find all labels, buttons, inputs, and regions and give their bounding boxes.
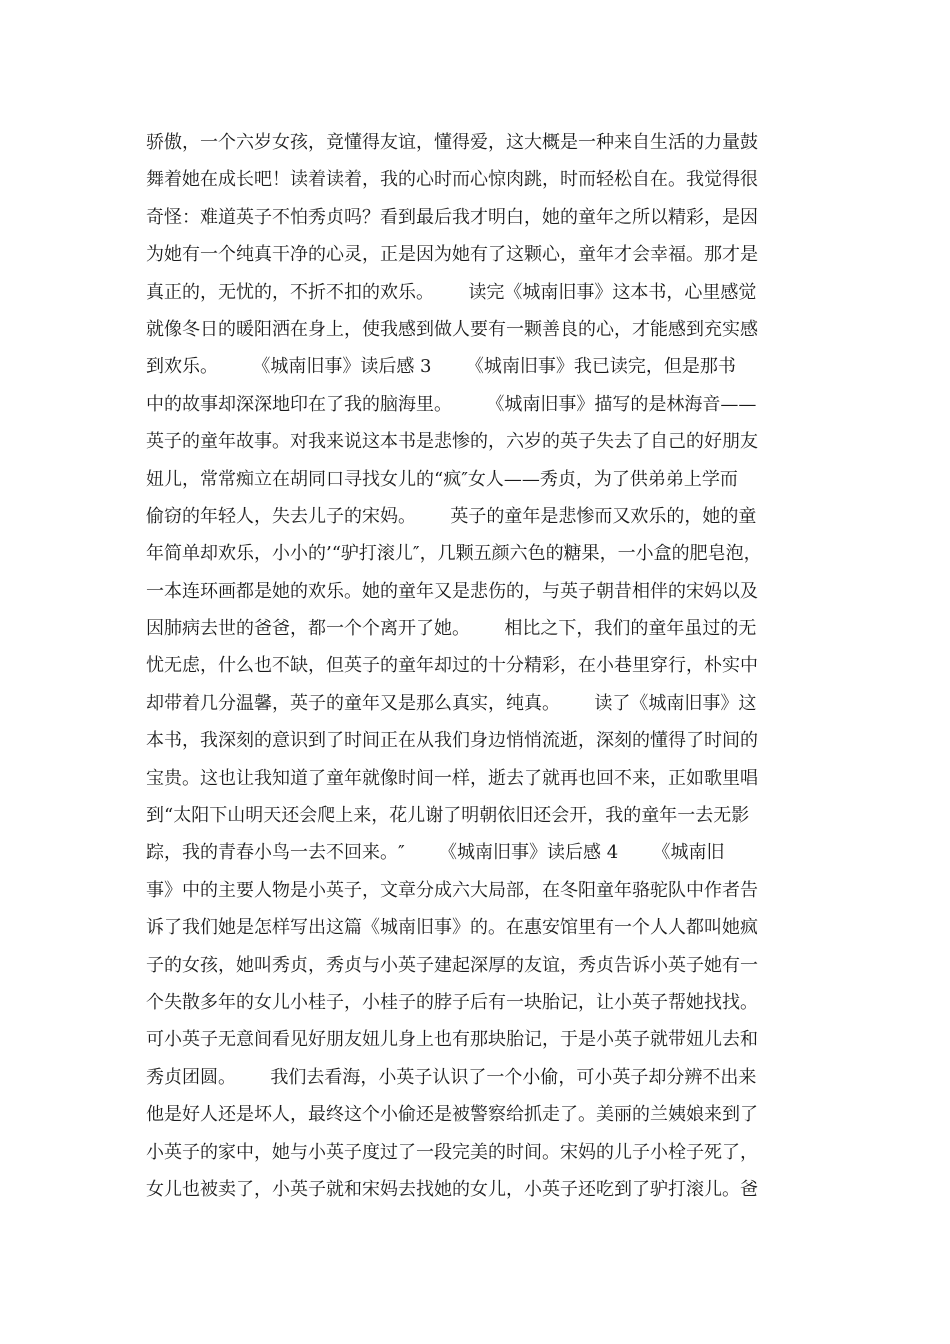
text-line: 踪，我的青春小鸟一去不回来。″ 《城南旧事》读后感 4 《城南旧 — [146, 842, 725, 864]
text-line: 年简单却欢乐，小小的’“驴打滚儿″，几颗五颜六色的糖果，一小盒的肥皂泡， — [146, 543, 762, 565]
text-line: 事》中的主要人物是小英子，文章分成六大局部，在冬阳童年骆驼队中作者告 — [146, 879, 758, 901]
text-line: 可小英子无意间看见好朋友妞儿身上也有那块胎记，于是小英子就带妞儿去和 — [146, 1029, 758, 1051]
text-line: 宝贵。这也让我知道了童年就像时间一样，逝去了就再也回不来，正如歌里唱 — [146, 767, 758, 789]
text-line: 真正的，无忧的，不折不扣的欢乐。 读完《城南旧事》这本书，心里感觉 — [146, 281, 757, 303]
text-line: 妞儿，常常痴立在胡同口寻找女儿的“疯″女人——秀贞，为了供弟弟上学而 — [146, 468, 738, 490]
text-line: 中的故事却深深地印在了我的脑海里。 《城南旧事》描写的是林海音—— — [146, 393, 757, 415]
text-line: 却带着几分温馨，英子的童年又是那么真实，纯真。 读了《城南旧事》这 — [146, 692, 757, 714]
text-line: 子的女孩，她叫秀贞，秀贞与小英子建起深厚的友谊，秀贞告诉小英子她有一 — [146, 954, 758, 976]
body-text — [146, 124, 816, 1208]
text-line: 忧无虑，什么也不缺，但英子的童年却过的十分精彩，在小巷里穿行，朴实中 — [146, 655, 758, 677]
text-line: 为她有一个纯真干净的心灵，正是因为她有了这颗心，童年才会幸福。那才是 — [146, 244, 758, 266]
text-line: 就像冬日的暖阳洒在身上，使我感到做人要有一颗善良的心，才能感到充实感 — [146, 318, 758, 340]
text-line: 秀贞团圆。 我们去看海，小英子认识了一个小偷，可小英子却分辨不出来 — [146, 1066, 757, 1088]
text-line: 骄傲，一个六岁女孩，竟懂得友谊，懂得爱，这大概是一种来自生活的力量鼓 — [146, 132, 758, 153]
text-line: 英子的童年故事。对我来说这本书是悲惨的，六岁的英子失去了自己的好朋友 — [146, 431, 758, 453]
text-line: 一本连环画都是她的欢乐。她的童年又是悲伤的，与英子朝昔相伴的宋妈以及 — [146, 580, 758, 602]
text-line: 小英子的家中，她与小英子度过了一段完美的时间。宋妈的儿子小栓子死了， — [146, 1141, 758, 1163]
text-line: 女儿也被卖了，小英子就和宋妈去找她的女儿，小英子还吃到了驴打滚儿。爸 — [146, 1178, 758, 1200]
text-line: 偷窃的年轻人，失去儿子的宋妈。 英子的童年是悲惨而又欢乐的，她的童 — [146, 505, 757, 527]
text-line: 因肺病去世的爸爸，都一个个离开了她。 相比之下，我们的童年虽过的无 — [146, 618, 757, 640]
text-line: 他是好人还是坏人，最终这个小偷还是被警察给抓走了。美丽的兰姨娘来到了 — [146, 1104, 758, 1126]
text-line: 舞着她在成长吧！读着读着，我的心时而心惊肉跳，时而轻松自在。我觉得很 — [146, 169, 758, 191]
text-line: 本书，我深刻的意识到了时间正在从我们身边悄悄流逝，深刻的懂得了时间的 — [146, 730, 758, 752]
text-line: 诉了我们她是怎样写出这篇《城南旧事》的。在惠安馆里有一个人人都叫她疯 — [146, 917, 758, 939]
text-line: 个失散多年的女儿小桂子，小桂子的脖子后有一块胎记，让小英子帮她找找。 — [146, 991, 758, 1013]
text-line: 到欢乐。 《城南旧事》读后感 3 《城南旧事》我已读完，但是那书 — [146, 356, 736, 378]
text-line: 奇怪：难道英子不怕秀贞吗？看到最后我才明白，她的童年之所以精彩，是因 — [146, 206, 758, 228]
text-line: 到“太阳下山明天还会爬上来，花儿谢了明朝依旧还会开，我的童年一去无影 — [146, 805, 750, 827]
